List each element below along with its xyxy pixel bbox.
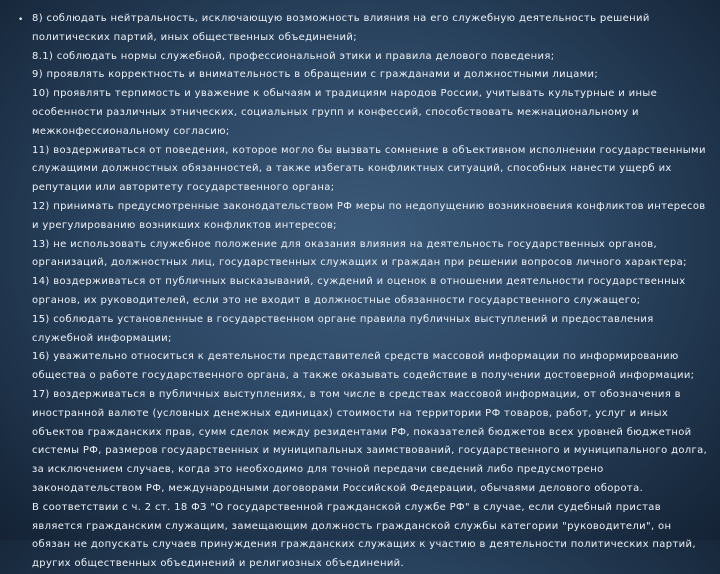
- bullet-icon: •: [18, 15, 24, 25]
- paragraph-8: 8) соблюдать нейтральность, исключающую возможность влияния на его служебную деятельность решений политических партий, иных общественных объединений;: [32, 13, 650, 43]
- paragraph-11: 11) воздерживаться от поведения, которое могло бы вызвать сомнение в объективном исполнении государственными служащими должностных обязанностей, а также избегать конфликтных ситуаций, способных нанести ущерб их репутации или авторитету государственного органа;: [32, 144, 706, 194]
- paragraph-law-reference: В соответствии с ч. 2 ст. 18 ФЗ "О государственной гражданской службе РФ" в случае, если судебный пристав является гражданским служащим, замещающим должность гражданской службы категории "руководители", он обязан не допускать случаев принуждения гражданских служащих к участию в деятельности политических партий, других общественных объединений и религиозных объединений.: [32, 501, 696, 570]
- paragraph-16: 16) уважительно относиться к деятельности представителей средств массовой информации по информированию общества о работе государственного органа, а также оказывать содействие в получении достоверной информации;: [32, 351, 695, 382]
- paragraph-13: 13) не использовать служебное положение для оказания влияния на деятельность государственных органов, организаций, должностных лиц, государственных служащих и граждан при решении вопросов личного характера;: [32, 238, 687, 269]
- paragraph-17: 17) воздерживаться в публичных выступлениях, в том числе в средствах массовой информации, от обозначения в иностранной валюте (условных денежных единицах) стоимости на территории РФ товаров, работ, услуг и иных объектов гражданских прав, сумм сделок между резидентами РФ, показателей бюджетов всех уровней бюджетной системы РФ, размеров государственных и муниципальных заимствований, государственного и муниципального долга, за исключением случаев, когда это необходимо для точной передачи сведений либо предусмотрено законодательством РФ, международными договорами Российской Федерации, обычаями делового оборота.: [32, 388, 708, 494]
- paragraph-8-1: 8.1) соблюдать нормы служебной, профессиональной этики и правила делового поведения;: [32, 50, 555, 62]
- paragraph-15: 15) соблюдать установленные в государственном органе правила публичных выступлений и предоставления служебной информации;: [32, 313, 654, 344]
- paragraph-10: 10) проявлять терпимость и уважение к обычаям и традициям народов России, учитывать культурные и иные особенности различных этнических, социальных групп и конфессий, способствовать межнациональному и межконфессиональному согласию;: [32, 88, 658, 137]
- body-text: [32, 10, 708, 574]
- bullet-item: [18, 10, 708, 574]
- slide-content: [18, 10, 708, 574]
- paragraph-14: 14) воздерживаться от публичных высказываний, суждений и оценок в отношении деятельности государственных органов, их руководителей, если это не входит в должностные обязанности государственного служащего;: [32, 276, 686, 306]
- paragraph-9: 9) проявлять корректность и внимательность в обращении с гражданами и должностными лицами;: [32, 69, 599, 81]
- paragraph-12: 12) принимать предусмотренные законодательством РФ меры по недопущению возникновения конфликтов интересов и урегулированию возникших конфликтов интересов;: [32, 200, 706, 231]
